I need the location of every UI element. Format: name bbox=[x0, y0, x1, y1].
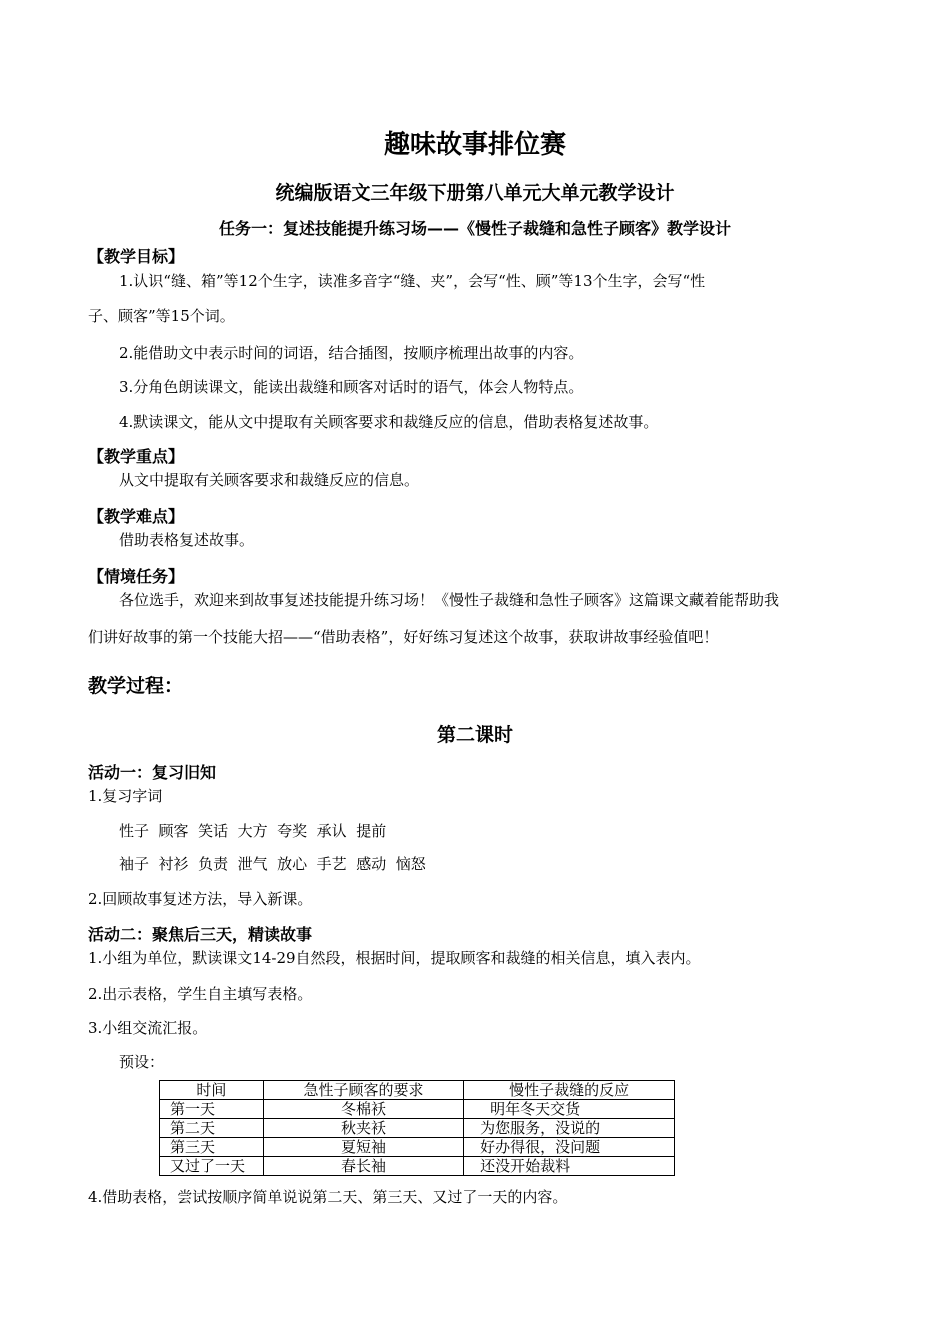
preset-label: 预设： bbox=[119, 1053, 165, 1071]
task-title: 任务一：复述技能提升练习场——《慢性子裁缝和急性子顾客》教学设计 bbox=[218, 219, 731, 238]
key-points-text: 从文中提取有关顾客要求和裁缝反应的信息。 bbox=[119, 471, 420, 489]
scenario-line-2: 们讲好故事的第一个技能大招——“借助表格”，好好练习复述这个故事，获取讲故事经验值吧！ bbox=[88, 628, 719, 646]
table-cell-response: 好办得很，没问题 bbox=[464, 1138, 675, 1157]
table-row bbox=[160, 1100, 675, 1119]
preset-table bbox=[159, 1080, 675, 1176]
table-cell-request: 冬棉袄 bbox=[263, 1100, 463, 1119]
activity-2-item-4: 4.借助表格，尝试按顺序简单说说第二天、第三天、又过了一天的内容。 bbox=[88, 1188, 568, 1206]
activity-1-item-1: 1.复习字词 bbox=[88, 787, 163, 805]
table-cell-response: 明年冬天交货 bbox=[464, 1100, 675, 1119]
table-cell-request: 春长袖 bbox=[263, 1157, 463, 1176]
activity-2-item-1: 1.小组为单位，默读课文14-29自然段，根据时间，提取顾客和裁缝的相关信息，填入表内。 bbox=[88, 949, 701, 967]
review-words-line-2: 袖子 衬衫 负责 泄气 放心 手艺 感动 恼怒 bbox=[119, 855, 426, 873]
table-cell-response: 还没开始裁料 bbox=[464, 1157, 675, 1176]
document-subtitle: 统编版语文三年级下册第八单元大单元教学设计 bbox=[275, 182, 675, 204]
goal-item-3: 3.分角色朗读课文，能读出裁缝和顾客对话时的语气，体会人物特点。 bbox=[119, 378, 584, 396]
lesson-heading: 第二课时 bbox=[436, 724, 513, 746]
activity-2-item-2: 2.出示表格，学生自主填写表格。 bbox=[88, 985, 313, 1003]
table-header-cell: 时间 bbox=[160, 1081, 264, 1100]
table-cell-request: 秋夹袄 bbox=[263, 1119, 463, 1138]
activity-2-heading: 活动二：聚焦后三天，精读故事 bbox=[88, 925, 313, 944]
goal-item-4: 4.默读课文，能从文中提取有关顾客要求和裁缝反应的信息，借助表格复述故事。 bbox=[119, 413, 659, 431]
activity-2-item-3: 3.小组交流汇报。 bbox=[88, 1019, 208, 1037]
table-cell-time: 第二天 bbox=[160, 1119, 264, 1138]
review-words-line-1: 性子 顾客 笑话 大方 夸奖 承认 提前 bbox=[119, 822, 387, 840]
goal-item-1-line-1: 1.认识“缝、箱”等12个生字，读准多音字“缝、夹”，会写“性、顾”等13个生字，会写“性 bbox=[119, 272, 706, 290]
key-points-heading: 【教学重点】 bbox=[88, 447, 185, 466]
goals-heading: 【教学目标】 bbox=[88, 247, 185, 266]
table-row bbox=[160, 1119, 675, 1138]
table-cell-time: 又过了一天 bbox=[160, 1157, 264, 1176]
table-row bbox=[160, 1138, 675, 1157]
difficulties-heading: 【教学难点】 bbox=[88, 507, 185, 526]
table-cell-response: 为您服务，没说的 bbox=[464, 1119, 675, 1138]
table-cell-request: 夏短袖 bbox=[263, 1138, 463, 1157]
scenario-line-1: 各位选手，欢迎来到故事复述技能提升练习场！《慢性子裁缝和急性子顾客》这篇课文藏着能帮助我 bbox=[119, 591, 780, 609]
process-heading: 教学过程： bbox=[88, 675, 184, 697]
table-row bbox=[160, 1157, 675, 1176]
table-cell-time: 第三天 bbox=[160, 1138, 264, 1157]
difficulties-text: 借助表格复述故事。 bbox=[119, 531, 255, 549]
scenario-heading: 【情境任务】 bbox=[88, 567, 185, 586]
goal-item-2: 2.能借助文中表示时间的词语，结合插图，按顺序梳理出故事的内容。 bbox=[119, 344, 584, 362]
document-title: 趣味故事排位赛 bbox=[383, 130, 566, 160]
table-header-cell: 急性子顾客的要求 bbox=[263, 1081, 463, 1100]
table-cell-time: 第一天 bbox=[160, 1100, 264, 1119]
table-header-cell: 慢性子裁缝的反应 bbox=[464, 1081, 675, 1100]
table-header-row bbox=[160, 1081, 675, 1100]
activity-1-heading: 活动一：复习旧知 bbox=[88, 763, 217, 782]
goal-item-1-line-2: 子、顾客”等15个词。 bbox=[88, 307, 235, 325]
activity-1-item-2: 2.回顾故事复述方法，导入新课。 bbox=[88, 890, 313, 908]
